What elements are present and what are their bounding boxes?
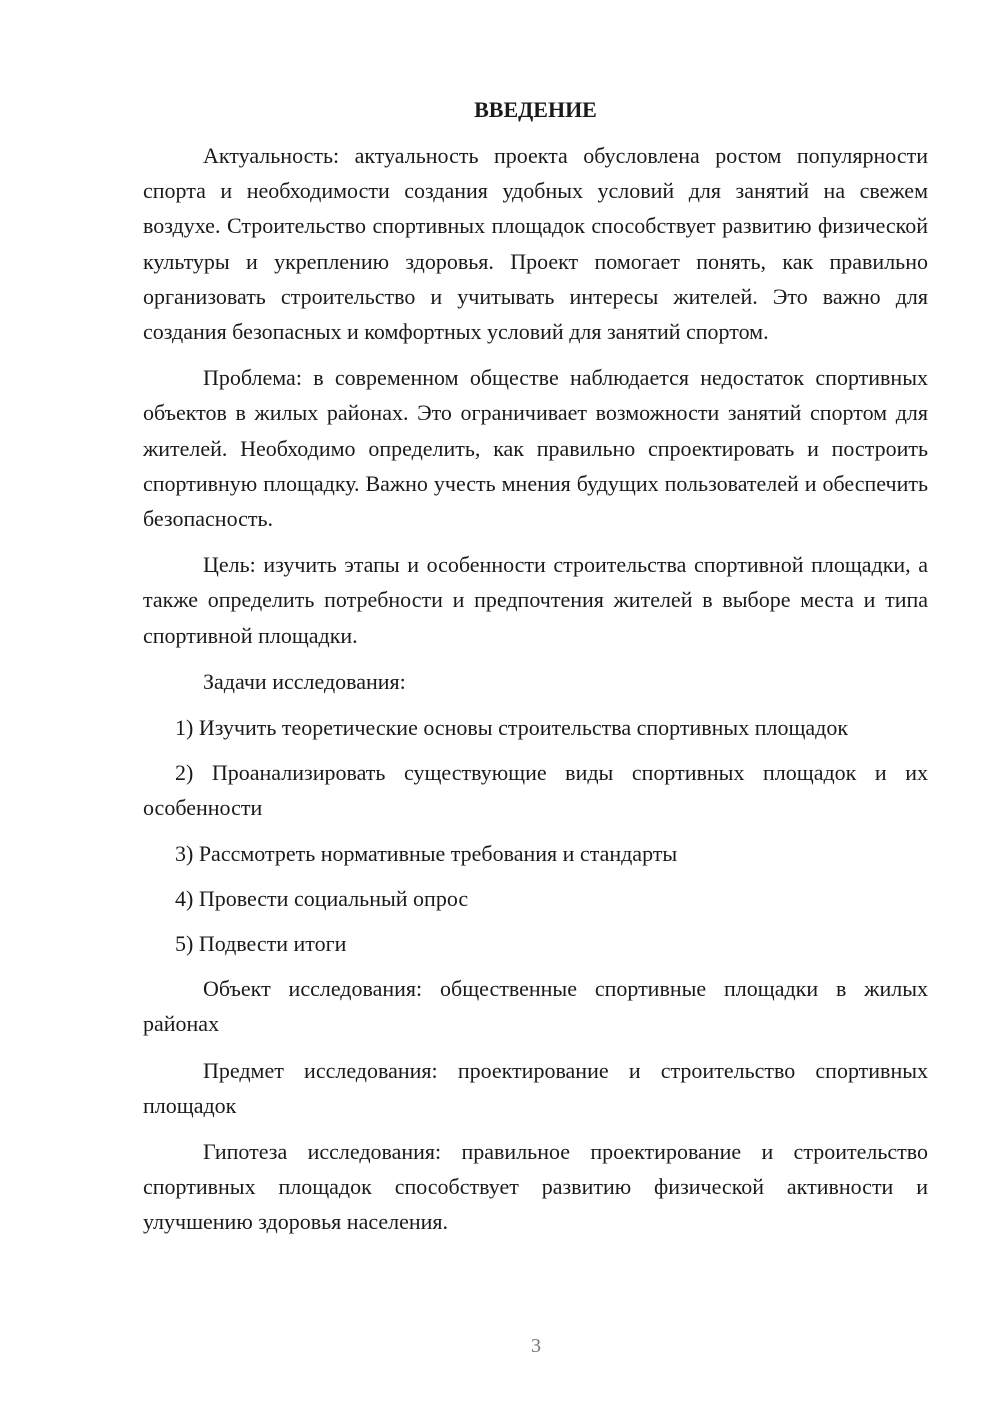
paragraph-relevance: Актуальность: актуальность проекта обусловлена ростом популярности спорта и необходимости создания удобных условий для занятий на свежем воздухе. Строительство спортивных площадок способствует развитию физической культуры и укреплению здоровья. Проект помогает понять, как правильно организовать строительство и учитывать интересы жителей. Это важно для создания безопасных и комфортных условий для занятий спортом. [143, 143, 928, 345]
paragraph-subject: Предмет исследования: проектирование и строительство спортивных площадок [143, 1057, 928, 1118]
task-item-4: 4) Провести социальный опрос [175, 885, 469, 911]
page-content [143, 92, 928, 1251]
paragraph-hypothesis: Гипотеза исследования: правильное проектирование и строительство спортивных площадок способствует развитию физической активности и улучшению здоровья населения. [143, 1139, 928, 1235]
paragraph-object: Объект исследования: общественные спортивные площадки в жилых районах [143, 976, 928, 1037]
paragraph-goal: Цель: изучить этапы и особенности строительства спортивной площадки, а также определить потребности и предпочтения жителей в выборе места и типа спортивной площадки. [143, 552, 928, 648]
page-number: 3 [531, 1335, 541, 1357]
paragraph-tasks-heading: Задачи исследования: [203, 668, 406, 694]
task-item-1: 1) Изучить теоретические основы строительства спортивных площадок [175, 715, 849, 741]
task-item-5: 5) Подвести итоги [175, 931, 347, 957]
task-item-3: 3) Рассмотреть нормативные требования и стандарты [175, 840, 678, 866]
page-title: ВВЕДЕНИЕ [474, 97, 597, 122]
paragraph-problem: Проблема: в современном обществе наблюдается недостаток спортивных объектов в жилых районах. Это ограничивает возможности занятий спортом для жителей. Необходимо определить, как правильно спроектировать и построить спортивную площадку. Важно учесть мнения будущих пользователей и обеспечить безопасность. [143, 365, 928, 532]
task-item-2: 2) Проанализировать существующие виды спортивных площадок и их особенности [143, 760, 928, 821]
